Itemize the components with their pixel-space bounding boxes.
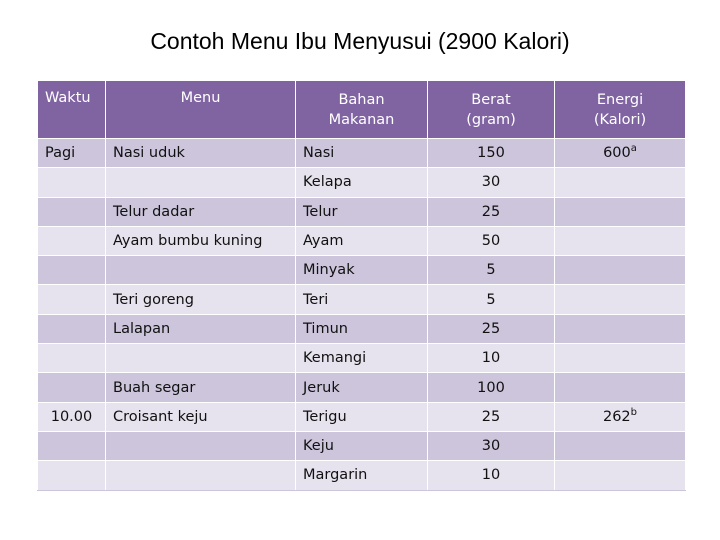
- cell-waktu-text: 10.00: [50, 408, 93, 425]
- cell-bahan-makanan: [296, 285, 428, 314]
- cell-menu: [106, 402, 296, 431]
- cell-menu: [106, 168, 296, 197]
- cell-bahan-makanan-text: Telur: [303, 203, 338, 220]
- cell-berat: [428, 285, 555, 314]
- cell-energi: [555, 168, 686, 197]
- cell-berat: [428, 402, 555, 431]
- cell-berat: [428, 461, 555, 490]
- menu-table: [37, 80, 686, 491]
- cell-berat-text: 25: [481, 203, 501, 220]
- cell-bahan-makanan-text: Ayam: [303, 233, 344, 250]
- cell-bahan-makanan: [296, 373, 428, 402]
- cell-bahan-makanan: [296, 197, 428, 226]
- cell-berat-text: 5: [486, 262, 496, 279]
- cell-bahan-makanan-text: Teri: [303, 291, 329, 308]
- cell-berat-text: 10: [481, 467, 501, 484]
- header-waktu: Waktu: [38, 81, 106, 139]
- cell-menu: [106, 139, 296, 168]
- cell-waktu: [38, 314, 106, 343]
- cell-bahan-makanan-text: Margarin: [303, 467, 368, 484]
- table-row: [38, 344, 686, 373]
- cell-berat: [428, 431, 555, 460]
- table-row: [38, 373, 686, 402]
- cell-berat-text: 30: [481, 438, 501, 455]
- cell-energi-text: 600: [603, 145, 631, 162]
- cell-bahan-makanan: [296, 344, 428, 373]
- cell-berat-text: 25: [481, 320, 501, 337]
- table-row: [38, 461, 686, 490]
- table-row: [38, 139, 686, 168]
- cell-berat: [428, 314, 555, 343]
- cell-berat: [428, 168, 555, 197]
- cell-bahan-makanan-text: Jeruk: [303, 379, 340, 396]
- table-row: [38, 431, 686, 460]
- cell-berat: [428, 256, 555, 285]
- cell-energi: [555, 226, 686, 255]
- cell-bahan-makanan-text: Minyak: [303, 262, 355, 279]
- cell-bahan-makanan-text: Kemangi: [303, 350, 367, 367]
- cell-energi-text: 262: [602, 408, 631, 425]
- cell-bahan-makanan: [296, 256, 428, 285]
- cell-waktu: [38, 402, 106, 431]
- header-bahan-line1: Bahan: [338, 91, 385, 108]
- cell-energi: [555, 256, 686, 285]
- cell-menu: [106, 256, 296, 285]
- cell-energi: [555, 402, 686, 431]
- cell-waktu: [38, 461, 106, 490]
- cell-bahan-makanan-text: Nasi: [303, 145, 335, 162]
- page-title: Contoh Menu Ibu Menyusui (2900 Kalori): [150, 28, 570, 54]
- energi-footnote-marker: b: [630, 406, 638, 418]
- cell-bahan-makanan: [296, 402, 428, 431]
- header-berat-line2: (gram): [466, 111, 516, 128]
- header-energi-line1: Energi: [596, 91, 644, 108]
- cell-bahan-makanan-text: Terigu: [303, 408, 347, 425]
- header-berat: [428, 81, 555, 139]
- cell-menu: [106, 373, 296, 402]
- header-berat-line1: Berat: [471, 91, 511, 108]
- table-row: [38, 256, 686, 285]
- cell-berat: [428, 344, 555, 373]
- cell-menu: [106, 344, 296, 373]
- header-bahan-line2: Makanan: [328, 111, 395, 128]
- cell-menu: [106, 314, 296, 343]
- cell-berat-text: 10: [481, 350, 501, 367]
- cell-energi: [555, 373, 686, 402]
- cell-menu: [106, 461, 296, 490]
- cell-energi: [555, 314, 686, 343]
- cell-energi: [555, 461, 686, 490]
- cell-berat-text: 30: [481, 174, 501, 191]
- cell-berat-text: 50: [481, 233, 501, 250]
- cell-energi: [555, 431, 686, 460]
- table-row: [38, 197, 686, 226]
- cell-berat-text: 150: [477, 145, 505, 162]
- cell-bahan-makanan: [296, 139, 428, 168]
- cell-bahan-makanan: [296, 461, 428, 490]
- energi-footnote-marker: a: [630, 143, 637, 155]
- cell-menu-text: Buah segar: [113, 379, 196, 396]
- cell-menu-text: Teri goreng: [113, 291, 194, 308]
- cell-waktu: [38, 226, 106, 255]
- header-menu: Menu: [106, 81, 296, 139]
- header-energi: [555, 81, 686, 139]
- cell-berat: [428, 373, 555, 402]
- cell-energi: [555, 139, 686, 168]
- table-header-row: [38, 81, 686, 139]
- table-row: [38, 285, 686, 314]
- cell-bahan-makanan: [296, 431, 428, 460]
- table-row: [38, 168, 686, 197]
- cell-menu: [106, 226, 296, 255]
- cell-menu: [106, 431, 296, 460]
- cell-waktu: [38, 197, 106, 226]
- cell-menu-text: Nasi uduk: [113, 145, 185, 162]
- cell-energi: [555, 344, 686, 373]
- cell-berat: [428, 197, 555, 226]
- header-bahan-makanan: [296, 81, 428, 139]
- cell-waktu: [38, 139, 106, 168]
- cell-bahan-makanan-text: Kelapa: [303, 174, 352, 191]
- cell-menu-text: Croisant keju: [113, 408, 208, 425]
- cell-berat-text: 5: [486, 291, 496, 308]
- cell-waktu: [38, 168, 106, 197]
- header-energi-line2: (Kalori): [593, 111, 647, 128]
- cell-menu-text: Telur dadar: [113, 203, 195, 220]
- cell-menu: [106, 197, 296, 226]
- cell-berat-text: 25: [481, 408, 501, 425]
- cell-waktu: [38, 373, 106, 402]
- cell-berat: [428, 139, 555, 168]
- cell-berat-text: 100: [477, 379, 505, 396]
- cell-waktu: [38, 256, 106, 285]
- table-body: [38, 139, 686, 491]
- cell-waktu: [38, 285, 106, 314]
- cell-menu-text: Lalapan: [113, 320, 171, 337]
- table-row: [38, 314, 686, 343]
- table-row: [38, 402, 686, 431]
- cell-bahan-makanan-text: Keju: [303, 438, 334, 455]
- cell-bahan-makanan: [296, 168, 428, 197]
- table-row: [38, 226, 686, 255]
- cell-bahan-makanan: [296, 226, 428, 255]
- cell-bahan-makanan: [296, 314, 428, 343]
- cell-bahan-makanan-text: Timun: [303, 320, 348, 337]
- cell-energi: [555, 285, 686, 314]
- cell-waktu-text: Pagi: [45, 145, 76, 162]
- cell-berat: [428, 226, 555, 255]
- cell-menu: [106, 285, 296, 314]
- cell-waktu: [38, 431, 106, 460]
- cell-energi: [555, 197, 686, 226]
- cell-waktu: [38, 344, 106, 373]
- cell-menu-text: Ayam bumbu kuning: [113, 233, 263, 250]
